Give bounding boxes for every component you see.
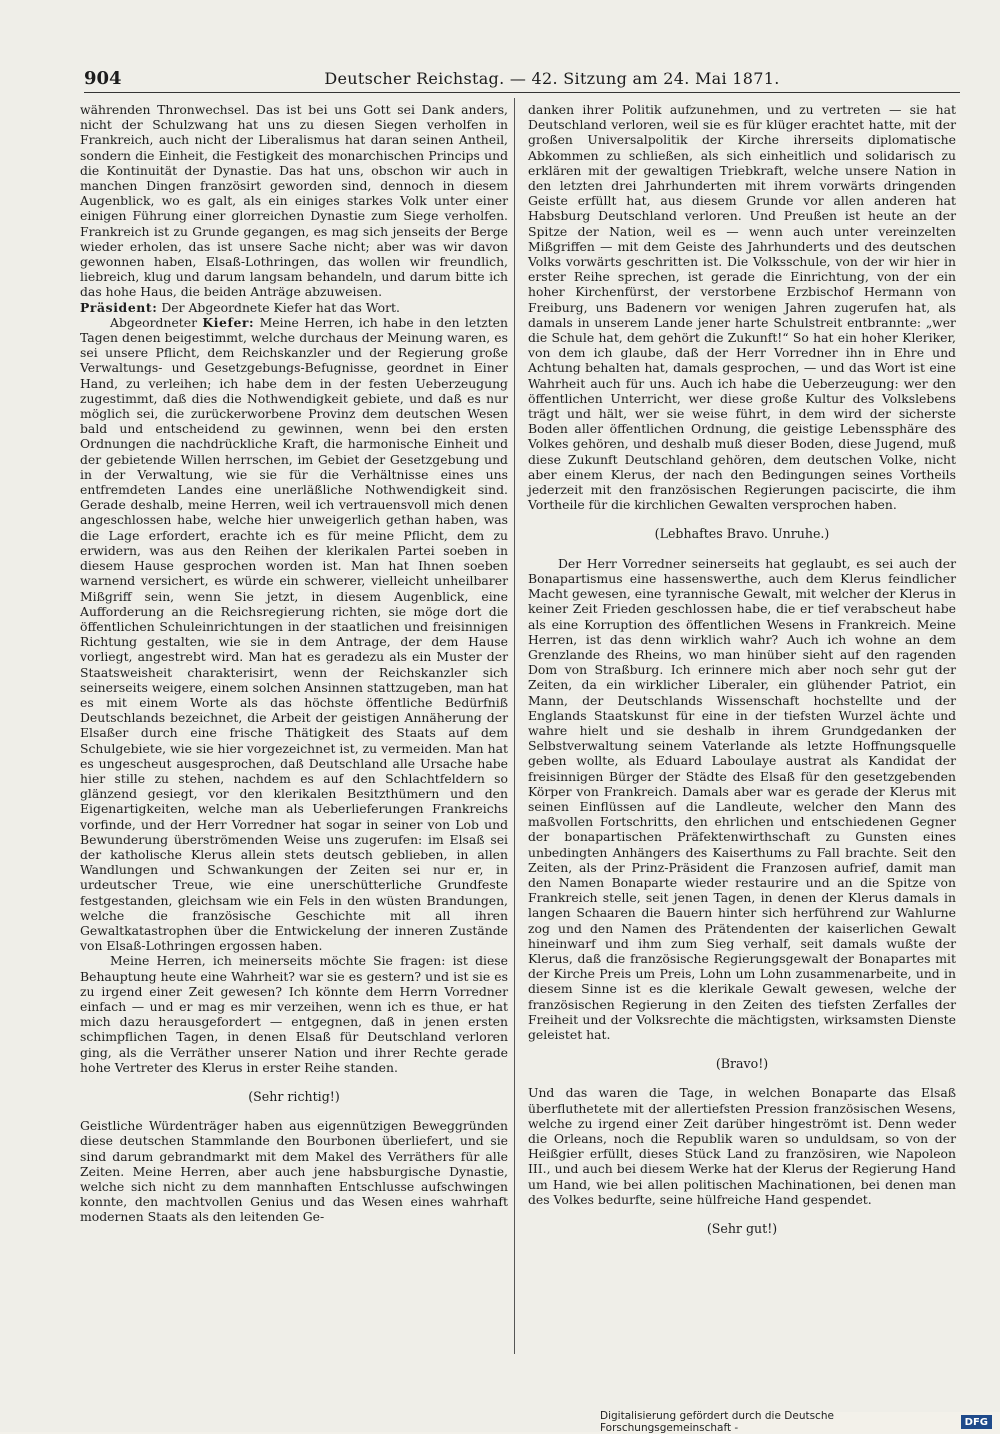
audience-reaction: (Sehr gut!) <box>706 1221 778 1237</box>
speaker-paragraph <box>80 315 508 954</box>
paragraph: Der Herr Vorredner seinerseits hat geglaubt, es sei auch der Bonapartismus eine hassenswerthe, auch dem Klerus feindlicher Macht gewesen, eine tyrannische Gewalt, mit welcher der Klerus in keiner Zeit Frieden geschlossen habe, die er tief verabscheut habe als eine Korruption des öffentlichen Wesens in Frankreich. Meine Herren, ist das denn wirklich wahr? Auch ich wohne an dem Grenzlande des Rheins, wo man hinüber sieht auf den ragenden Dom von Straßburg. Ich erinnere mich aber noch sehr gut der Zeiten, da ein wirklicher Liberaler, ein glühender Patriot, ein Mann, der Deutschlands Wissenschaft hochstellte und der Englands Staatskunst für eine in der tiefsten Wurzel ächte und wahre hielt und sie deshalb in ihrem Grundgedanken der Selbstverwaltung seinem Vaterlande als letzte Hoffnungsquelle geben wollte, als Eduard Laboulaye austrat als Kandidat der freisinnigen Bürger der Städte des Elsaß für den gesetzgebenden Körper von Frankreich. Damals aber war es gerade der Klerus mit seinen Einflüssen auf die Landleute, welcher den Mann des maßvollen Fortschritts, den ehrlichen und entschiedenen Gegner der bonapartischen Präfektenwirthschaft zu Gunsten eines unbedingten Anhängers des Kaiserthums zu Fall brachte. Seit den Zeiten, als der Prinz-Präsident die Franzosen aufrief, damit man den Namen Bonaparte wieder restaurire und an die Spitze von Frankreich stelle, seit jenen Tagen, in denen der Klerus damals in langen Schaaren die Bauern hinter sich herführend zur Wahlurne zog und den Namen des Prätendenten der kaiserlichen Gewalt hineinwarf und ihm zum Sieg verhalf, seit damals wußte der Klerus, daß die französische Regierungsgewalt der Bonapartes mit der Kirche Preis um Preis, Lohn um Lohn zusammenarbeite, und in diesem Sinne ist es die klerikale Gewalt gewesen, welche der französischen Regierung in den Zeiten des tiefsten Zerfalles der Freiheit und der Volksrechte die mächtigsten, wirksamsten Dienste geleistet hat. <box>528 555 956 1042</box>
paragraph-text: Meine Herren, ich habe in den letzten Tagen denen beigestimmt, welche durchaus der Meinung waren, es sei unsere Pflicht, dem Reichskanzler und der Regierung große Verwaltungs- und Gesetzgebungs-Befugnisse, geordnet in Einer Hand, zu verleihen; ich habe dem in der festen Ueberzeugung zugestimmt, daß dies die Nothwendigkeit gebiete, und daß es nur möglich sei, die zurückerworbene Provinz dem deutschen Wesen bald und entscheidend zu gewinnen, wenn bei den ersten Ordnungen die nachdrückliche Kraft, die harmonische Einheit und der gebietende Willen herrschen, im Gebiet der Gesetzgebung und in der Verwaltung, wie sie für die Verhältnisse eines uns entfremdeten Landes eine unerläßliche Nothwendigkeit sind. Gerade deshalb, meine Herren, weil ich vertrauensvoll mich denen angeschlossen habe, welche hier unweigerlich gethan haben, was die Lage erfordert, erachte ich es für meine Pflicht, dem zu erwidern, was aus den Reihen der klerikalen Partei soeben in diesem Hause gesprochen worden ist. Man hat Ihnen soeben warnend versichert, es würde ein schwerer, vielleicht unheilbarer Mißgriff sein, wenn Sie jetzt, in diesem Augenblick, eine Aufforderung an die Reichsregierung richten, sie möge dort die öffentlichen Schuleinrichtungen in der staatlichen und freisinnigen Richtung gestalten, wie sie in dem Antrage, der dem Hause vorliegt, angestrebt wird. Man hat es geradezu als ein Muster der Staatsweisheit charakterisirt, wenn der Reichskanzler sich seinerseits weigere, einem solchen Ansinnen stattzugeben, man hat es mit einem Worte als das höchste öffentliche Bedürfniß Deutschlands bezeichnet, die Arbeit der geistigen Annäherung der Elsaßer durch eine frische Thätigkeit des Staats auf dem Schulgebiete, wie sie hier vorgezeichnet ist, zu vermeiden. Man hat es ungescheut ausgesprochen, daß Deutschland alle Ursache habe hier stille zu stehen, nachdem es auf den Schlachtfeldern so glänzend gesiegt, vor den klerikalen Besitzthümern und den Eigenartigkeiten, welche man als Ueberlieferungen Frankreichs vorfinde, und der Herr Vorredner hat sogar in seiner von Lob und Bewunderung überströmenden Weise uns zugerufen: im Elsaß sei der katholische Klerus allein stets deutsch geblieben, in allen Wandlungen und Schwankungen der Zeiten sei nur er, in urdeutscher Treue, wie eine unerschütterliche Grundfeste festgestanden, gleichsam wie ein Fels in den wüsten Brandungen, welche die französische Geschichte mit all ihren Gewaltkatastrophen über die Entwickelung der inneren Zustände von Elsaß-Lothringen ergossen haben. <box>80 314 508 954</box>
right-column <box>528 102 956 1250</box>
audience-reaction: (Sehr richtig!) <box>248 1089 340 1104</box>
left-column <box>80 102 508 1225</box>
paragraph: währenden Thronwechsel. Das ist bei uns Gott sei Dank anders, nicht der Schulzwang hat uns zu diesen Siegen verholfen in Frankreich, auch nicht der Liberalismus hat daran seinen Antheil, sondern die Einheit, die Festigkeit des monarchischen Princips und die Kontinuität der Dynastie. Das hat uns, obschon wir auch in manchen Dingen französirt geworden sind, dennoch in diesem Augenblick, wo es galt, als ein einiges starkes Volk unter einer einigen Führung einer glorreichen Dynastie zum Siege verholfen. Frankreich ist zu Grunde gegangen, es mag sich jenseits der Berge wieder erholen, das ist unsere Sache nicht; aber was wir davon gewonnen haben, Elsaß-Lothringen, das wollen wir freundlich, liebreich, klug und darum langsam behandeln, und darum bitte ich das hohe Haus, die beiden Anträge abzuweisen. <box>80 102 508 300</box>
speaker-paragraph <box>80 300 508 315</box>
paragraph: Und das waren die Tage, in welchen Bonaparte das Elsaß überfluthetete mit der allertiefsten Pression französischen Wesens, welche zu irgend einer Zeit darüber hingeströmt ist. Denn weder die Orleans, noch die Republik waren so unduldsam, so von der Heißgier erfüllt, dieses Stück Land zu französiren, wie Napoleon III., und auch bei diesem Werke hat der Klerus der Regierung Hand um Hand, wie bei allen politischen Machinationen, bei denen man des Volkes bedurfte, seine hülfreiche Hand gespendet. <box>528 1085 956 1207</box>
speaker-title: Abgeordneter <box>110 314 203 330</box>
paragraph: Geistliche Würdenträger haben aus eigennützigen Beweggründen diese deutschen Stammlande den Bourbonen überliefert, und sie sind darum gebrandmarkt mit dem Makel des Verräthers für alle Zeiten. Meine Herren, aber auch jene habsburgische Dynastie, welche sich nicht zu dem mannhaften Entschlusse aufschwingen konnte, den machtvollen Genius und das Wesen eines wahrhaft modernen Staats als den leitenden Ge- <box>80 1118 508 1225</box>
footer-credit <box>600 1412 1000 1432</box>
audience-reaction: (Lebhaftes Bravo. Unruhe.) <box>654 526 830 542</box>
paragraph-text: Der Abgeordnete Kiefer hat das Wort. <box>157 299 400 315</box>
dfg-logo: DFG <box>961 1415 992 1429</box>
footer-text: Digitalisierung gefördert durch die Deutsche Forschungsgemeinschaft - <box>600 1410 834 1434</box>
audience-reaction: (Bravo!) <box>715 1056 769 1072</box>
page-number: 904 <box>84 67 122 89</box>
paragraph: danken ihrer Politik aufzunehmen, und zu vertreten — sie hat Deutschland verloren, weil sie es für klüger erachtet hatte, mit der großen Universalpolitik der Kirche ihrerseits diplomatische Abkommen zu schließen, als sich einheitlich und solidarisch zu erklären mit der gewaltigen Triebkraft, welche unsere Nation in den letzten drei Jahrhunderten mit ihrem vorwärts dringenden Geiste erfüllt hat, aus diesem Grunde vor allen anderen hat Habsburg Deutschland verloren. Und Preußen ist heute an der Spitze der Nation, weil es — wenn auch unter vereinzelten Mißgriffen — mit dem Geiste des Jahrhunderts und des deutschen Volks vorwärts geschritten ist. Die Volksschule, von der wir hier in erster Reihe sprechen, ist gerade die Einrichtung, von der ein hoher Kirchenfürst, der verstorbene Erzbischof Hermann von Freiburg, uns Badenern vor wenigen Jahren zugerufen hat, als damals in unserem Lande jener harte Schulstreit entbrannte: „wer die Schule hat, dem gehört die Zukunft!“ So hat ein hoher Kleriker, von dem ich glaube, daß der Herr Vorredner ihn in Ehre und Achtung behalten hat, damals gesprochen, — und das Wort ist eine Wahrheit auch für uns. Auch ich habe die Ueberzeugung: wer den öffentlichen Unterricht, wer diese große Kultur des Volkslebens trägt und hält, wer sie weise führt, in dem wird der sicherste Boden aller öffentlichen Ordnung, die geistige Lebenssphäre des Volkes gehören, und deshalb muß dieser Boden, diese Jugend, muß diese Zukunft Deutschland gehören, dem deutschen Volke, nicht aber einem Klerus, der nach den Bedingungen seines Vortheils jederzeit mit den französischen Regierungen paciscirte, die ihm Vortheile für die kirchlichen Gewalten versprochen haben. <box>528 102 956 513</box>
page-header <box>84 64 960 93</box>
paragraph: Meine Herren, ich meinerseits möchte Sie fragen: ist diese Behauptung heute eine Wahrheit? war sie es gestern? und ist sie es zu irgend einer Zeit gewesen? Ich könnte dem Herrn Vorredner einfach — und er mag es mir verzeihen, wenn ich es thue, er hat mich dazu herausgefordert — entgegnen, daß in jenen ersten schimpflichen Tagen, in denen Elsaß für Deutschland verloren ging, als die Verräther unserer Nation und ihrer Rechte gerade hohe Vertreter des Klerus in erster Reihe standen. <box>80 953 508 1075</box>
column-divider <box>514 98 515 1354</box>
speaker-label: Präsident: <box>80 299 158 315</box>
running-title: Deutscher Reichstag. — 42. Sitzung am 24. Mai 1871. <box>324 68 780 88</box>
speaker-label: Kiefer: <box>202 314 255 330</box>
